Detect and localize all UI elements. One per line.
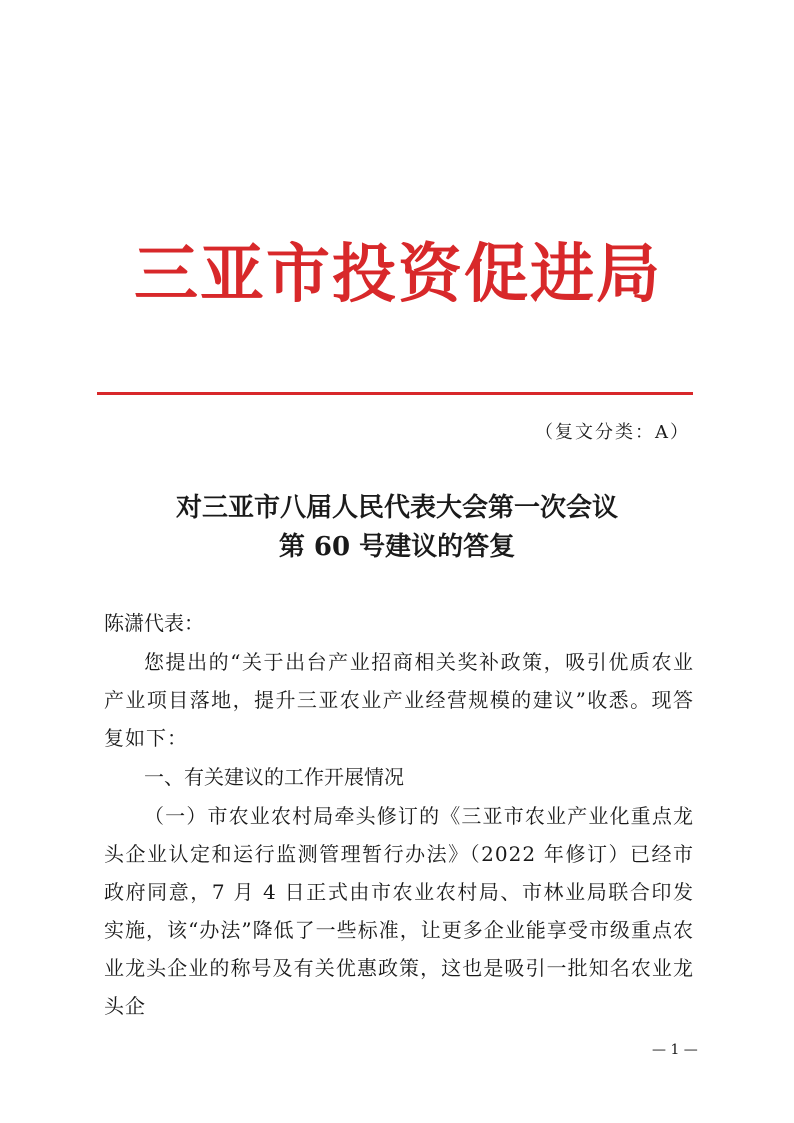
body-paragraph-1: 您提出的“关于出台产业招商相关奖补政策，吸引优质农业产业项目落地，提升三亚农业产业经营规模的建议”收悉。现答复如下： xyxy=(104,650,694,750)
salutation: 陈潇代表： xyxy=(104,611,204,635)
document-title-line-2: 第 60 号建议的答复 xyxy=(278,532,516,562)
document-title-line-1: 对三亚市八届人民代表大会第一次会议 xyxy=(175,493,618,523)
body-paragraph-2: （一）市农业农村局牵头修订的《三亚市农业产业化重点龙头企业认定和运行监测管理暂行办法》（2022 年修订）已经市政府同意，7 月 4 日正式由市农业农村局、市林业局联合印发实施，该“办法”降低了一些标准，让更多企业能享受市级重点农业龙头企业的称号及有关优惠政策，这也是吸引一批知名农业龙头企 xyxy=(104,804,694,1018)
section-heading-1: 一、有关建议的工作开展情况 xyxy=(144,765,404,789)
agency-letterhead-title: 三亚市投资促进局 xyxy=(134,237,662,312)
document-classification: （复文分类：A） xyxy=(535,422,690,443)
page-number: — 1 — xyxy=(652,1042,698,1058)
letterhead-red-divider xyxy=(97,392,693,395)
